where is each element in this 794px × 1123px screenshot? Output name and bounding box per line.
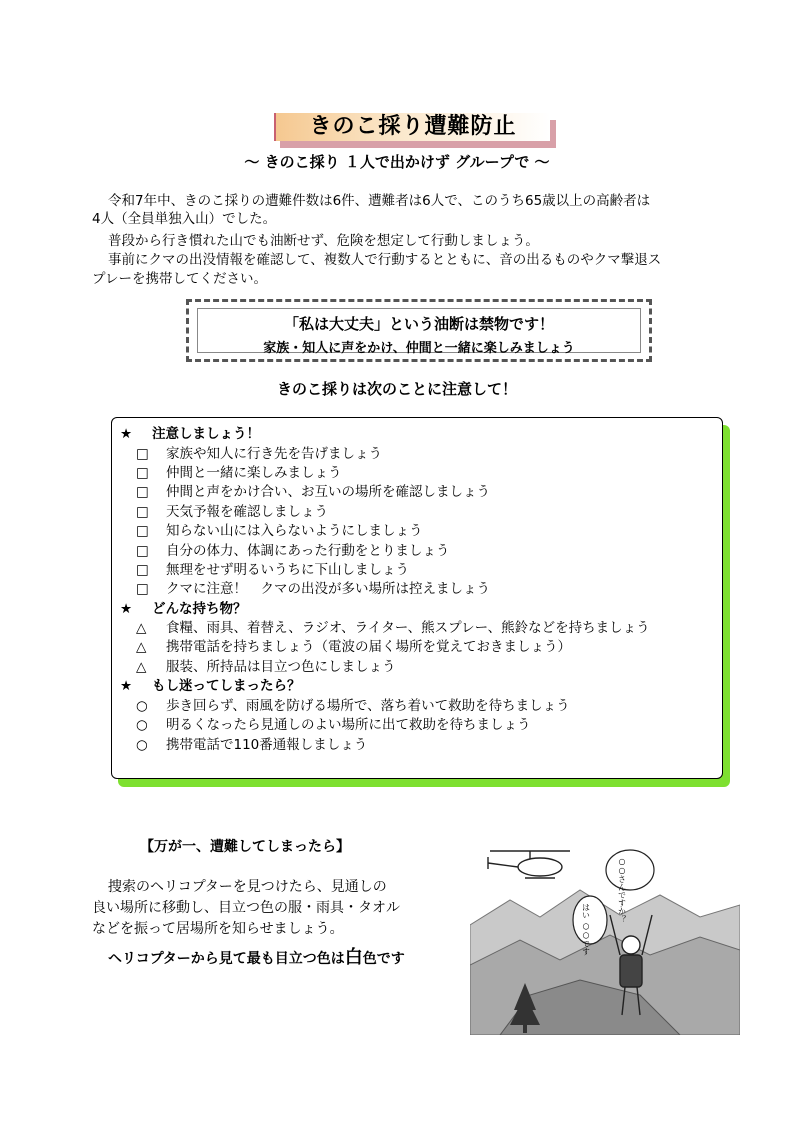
intro-line-4: 事前にクマの出没情報を確認して、複数人で行動するとともに、音の出るものやクマ撃退ス: [108, 252, 662, 268]
list-item: [136, 480, 490, 500]
star-icon: ★: [120, 426, 133, 442]
list-item-text: 明るくなったら見通しのよい場所に出て救助を待ちましょう: [166, 717, 531, 733]
warning-callout: [186, 299, 652, 362]
helicopter-icon: [488, 851, 570, 878]
intro-line-3: 普段から行き慣れた山でも油断せず、危険を想定して行動しましょう。: [108, 233, 539, 249]
checklist-section-lost: [120, 674, 301, 694]
list-item-text: 天気予報を確認しましょう: [166, 504, 328, 520]
star-icon: ★: [120, 678, 133, 694]
checklist-box: [111, 417, 723, 779]
list-item: [136, 442, 382, 462]
checkbox-icon: □: [136, 581, 149, 597]
list-item-text: クマに注意！ クマの出没が多い場所は控えましょう: [166, 581, 490, 597]
intro-line-5: プレーを携帯してください。: [92, 271, 267, 287]
bubble-person-text: はい ○○です: [581, 903, 591, 956]
checkbox-icon: □: [136, 465, 149, 481]
list-item-text: 食糧、雨具、着替え、ラジオ、ライター、熊スプレー、熊鈴などを持ちましょう: [166, 620, 650, 636]
rescue-illustration-svg: [470, 845, 740, 1035]
list-item-text: 仲間と一緒に楽しみましょう: [166, 465, 342, 481]
list-item: [136, 519, 423, 539]
checkbox-icon: □: [136, 484, 149, 500]
section-title: 注意しましょう！: [152, 426, 260, 442]
list-item: [136, 539, 449, 559]
list-item-text: 自分の体力、体調にあった行動をとりましょう: [166, 543, 450, 559]
list-item: [136, 635, 571, 655]
page-subtitle: ～ きのこ採り １人で出かけず グループで ～: [244, 153, 550, 171]
section-title: もし迷ってしまったら？: [152, 678, 301, 694]
section-title: どんな持ち物？: [152, 601, 247, 617]
list-item: [136, 500, 328, 520]
checklist-section-belongings: [120, 597, 247, 617]
list-item-text: 服装、所持品は目立つ色にしましょう: [166, 659, 396, 675]
list-item: [136, 694, 570, 714]
bubble-heli-text: ○○さんですか？: [617, 857, 627, 923]
emphasis-white: 白: [344, 947, 363, 968]
checkbox-icon: □: [136, 523, 149, 539]
list-item-text: 無理をせず明るいうちに下山しましょう: [166, 562, 409, 578]
list-item: [136, 655, 396, 675]
emergency-heading: 【万が一、遭難してしまったら】: [140, 839, 350, 855]
section-heading: きのこ採りは次のことに注意して！: [276, 380, 517, 398]
circle-icon: ○: [136, 717, 148, 733]
checkbox-icon: □: [136, 543, 149, 559]
list-item-text: 知らない山には入らないようにしましょう: [166, 523, 423, 539]
list-item: [136, 733, 367, 753]
emergency-line-1: 捜索のヘリコプターを見つけたら、見通しの: [108, 879, 387, 895]
list-item: [136, 558, 409, 578]
circle-icon: ○: [136, 698, 148, 714]
callout-headline: 「私は大丈夫」という油断は禁物です！: [283, 315, 554, 333]
star-icon: ★: [120, 601, 133, 617]
triangle-icon: △: [136, 659, 147, 675]
checkbox-icon: □: [136, 562, 149, 578]
checkbox-icon: □: [136, 504, 149, 520]
emergency-note-text: ヘリコプターから見て最も目立つ色は: [108, 951, 345, 967]
list-item-text: 歩き回らず、雨風を防げる場所で、落ち着いて救助を待ちましょう: [166, 698, 570, 714]
list-item-text: 仲間と声をかけ合い、お互いの場所を確認しましょう: [166, 484, 490, 500]
emergency-body: [92, 877, 452, 940]
checklist-section-caution: [120, 422, 260, 442]
intro-line-1: 令和7年中、きのこ採りの遭難件数は6件、遭難者は6人で、このうち65歳以上の高齢者は: [108, 193, 651, 209]
page-title: きのこ採り遭難防止: [274, 113, 550, 141]
emergency-note-suffix: 色です: [362, 951, 405, 967]
callout-subline: 家族・知人に声をかけ、仲間と一緒に楽しみましょう: [263, 341, 575, 356]
intro-line-2: 4人（全員単独入山）でした。: [92, 211, 277, 227]
triangle-icon: △: [136, 620, 147, 636]
checkbox-icon: □: [136, 446, 149, 462]
rescue-illustration: [470, 845, 740, 1039]
warning-callout-inner: [197, 308, 641, 356]
emergency-line-3: などを振って居場所を知らせましょう。: [92, 921, 344, 937]
emergency-line-2: 良い場所に移動し、目立つ色の服・雨具・タオル: [92, 900, 400, 916]
list-item: [136, 616, 650, 636]
circle-icon: ○: [136, 737, 148, 753]
list-item-text: 携帯電話を持ちましょう（電波の届く場所を覚えておきましょう）: [166, 639, 571, 655]
list-item-text: 家族や知人に行き先を告げましょう: [166, 446, 382, 462]
triangle-icon: △: [136, 639, 147, 655]
list-item: [136, 577, 490, 597]
list-item: [136, 713, 531, 733]
list-item: [136, 461, 342, 481]
list-item-text: 携帯電話で110番通報しましょう: [166, 737, 368, 753]
emergency-note: [108, 943, 405, 969]
